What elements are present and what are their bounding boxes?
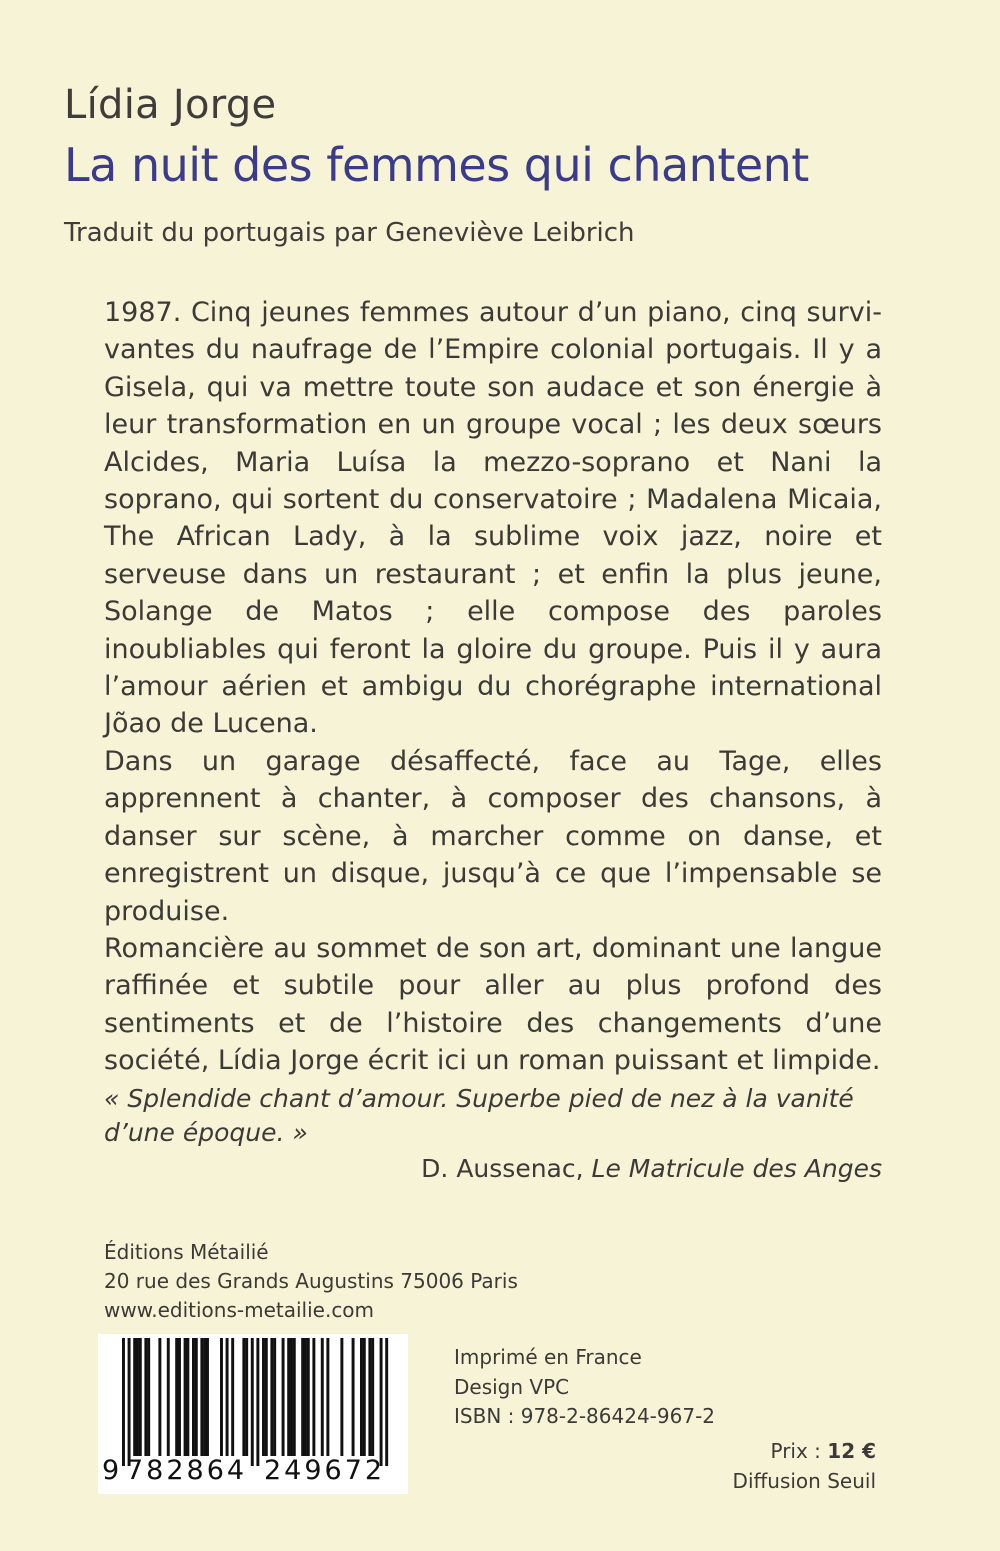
blurb-paragraph: 1987. Cinq jeunes femmes autour d’un piano, cinq survi-vantes du naufrage de l’Empire colonial portugais. Il y a Gisela, qui va mettre toute son audace et son énergie à leur transformation en un groupe vocal ; les deux sœurs Alcides, Maria Luísa la mezzo-soprano et Nani la soprano, qui sortent du conservatoire ; Madalena Micaia, The African Lady, à la sublime voix jazz, noire et serveuse dans un restaurant ; et enfin la plus jeune, Solange de Matos ; elle compose des paroles inoubliables qui feront la gloire du groupe. Puis il y aura l’amour aérien et ambigu du chorégraphe international Jõao de Lucena. <box>104 297 882 740</box>
publisher-address: 20 rue des Grands Augustins 75006 Paris <box>104 1269 518 1293</box>
barcode-bar <box>340 1338 343 1456</box>
barcode-bar <box>136 1338 139 1456</box>
barcode-bar <box>290 1338 293 1456</box>
barcode-bar <box>282 1338 285 1456</box>
barcode-bar <box>270 1338 273 1456</box>
isbn-barcode <box>98 1334 408 1494</box>
author-name: Lídia Jorge <box>64 82 277 128</box>
barcode-bar <box>368 1338 371 1456</box>
barcode-bar <box>304 1338 307 1456</box>
barcode-bar <box>147 1338 150 1456</box>
price-info <box>733 1437 876 1496</box>
price-line <box>733 1437 876 1467</box>
barcode-bar <box>144 1338 147 1456</box>
barcode-bar <box>133 1338 136 1456</box>
barcode-bar <box>175 1338 178 1456</box>
publisher-website: www.editions-metailie.com <box>104 1298 375 1322</box>
printed-in: Imprimé en France <box>454 1345 642 1369</box>
barcode-bar <box>167 1338 170 1456</box>
barcode-bar <box>360 1338 363 1456</box>
barcode-bar <box>256 1338 259 1466</box>
price-label: Prix : <box>770 1439 821 1463</box>
quote-attribution <box>104 1152 882 1186</box>
barcode-bar <box>128 1338 131 1466</box>
barcode-bar <box>226 1338 229 1456</box>
barcode-bar <box>385 1338 388 1466</box>
barcode-bar <box>312 1338 315 1456</box>
barcode-bar <box>301 1338 304 1456</box>
quote-text: « Splendide chant d’amour. Superbe pied de nez à la vanité d’une époque. » <box>104 1084 854 1147</box>
publisher-info <box>104 1238 518 1325</box>
distribution: Diffusion Seuil <box>732 1468 876 1493</box>
barcode-bar <box>184 1338 187 1456</box>
barcode-bar <box>371 1338 374 1456</box>
barcode-bar <box>262 1338 265 1456</box>
barcode-bar <box>265 1338 268 1456</box>
barcode-bar <box>192 1338 195 1456</box>
barcode-bar <box>251 1338 254 1466</box>
barcode-bar <box>380 1338 383 1466</box>
barcode-bar <box>307 1338 310 1456</box>
barcode-bar <box>186 1338 189 1456</box>
barcode-bar <box>326 1338 329 1456</box>
barcode-bar <box>273 1338 276 1456</box>
publisher-name: Éditions Métailié <box>104 1240 269 1264</box>
print-info <box>454 1343 715 1432</box>
barcode-bar <box>363 1338 366 1456</box>
barcode-bar <box>158 1338 161 1456</box>
blurb-paragraph: Romancière au sommet de son art, dominant une langue raffinée et subtile pour aller au plus profond des sentiments et de l’histoire des changements d’une société, Lídia Jorge écrit ici un roman puissant et limpide. <box>104 932 882 1077</box>
barcode-bar <box>122 1338 125 1466</box>
barcode-bar <box>178 1338 181 1456</box>
press-quote <box>104 1082 882 1186</box>
barcode-bar <box>287 1338 290 1456</box>
book-title: La nuit des femmes qui chantent <box>64 138 809 192</box>
barcode-bar <box>293 1338 296 1456</box>
barcode-bar <box>203 1338 206 1456</box>
blurb-paragraph: Dans un garage désaffecté, face au Tage, elles apprennent à chanter, à composer des chansons, à danser sur scène, à marcher comme on danse, et enregistrent un disque, jusqu’à ce que l’impensable se produise. <box>104 745 882 927</box>
barcode-bar <box>231 1338 234 1456</box>
barcode-right-digits: 249672 <box>264 1455 386 1486</box>
quote-author: D. Aussenac, <box>421 1154 584 1183</box>
barcode-first-digit: 9 <box>102 1455 120 1486</box>
barcode-bar <box>139 1338 142 1456</box>
barcode-bar <box>245 1338 248 1456</box>
barcode-left-digits: 782864 <box>126 1455 248 1486</box>
barcode-bar <box>220 1338 223 1456</box>
barcode-bar <box>195 1338 198 1456</box>
translator-credit: Traduit du portugais par Geneviève Leibrich <box>64 218 635 248</box>
isbn-text: ISBN : 978-2-86424-967-2 <box>454 1404 716 1428</box>
barcode-bar <box>242 1338 245 1456</box>
price-value: 12 € <box>827 1439 876 1463</box>
blurb <box>104 294 882 1080</box>
quote-source: Le Matricule des Anges <box>591 1154 882 1183</box>
barcode-bar <box>200 1338 203 1456</box>
barcode-bar <box>321 1338 324 1456</box>
design-credit: Design VPC <box>454 1374 570 1399</box>
barcode-bar <box>206 1338 209 1456</box>
barcode-bar <box>352 1338 355 1456</box>
